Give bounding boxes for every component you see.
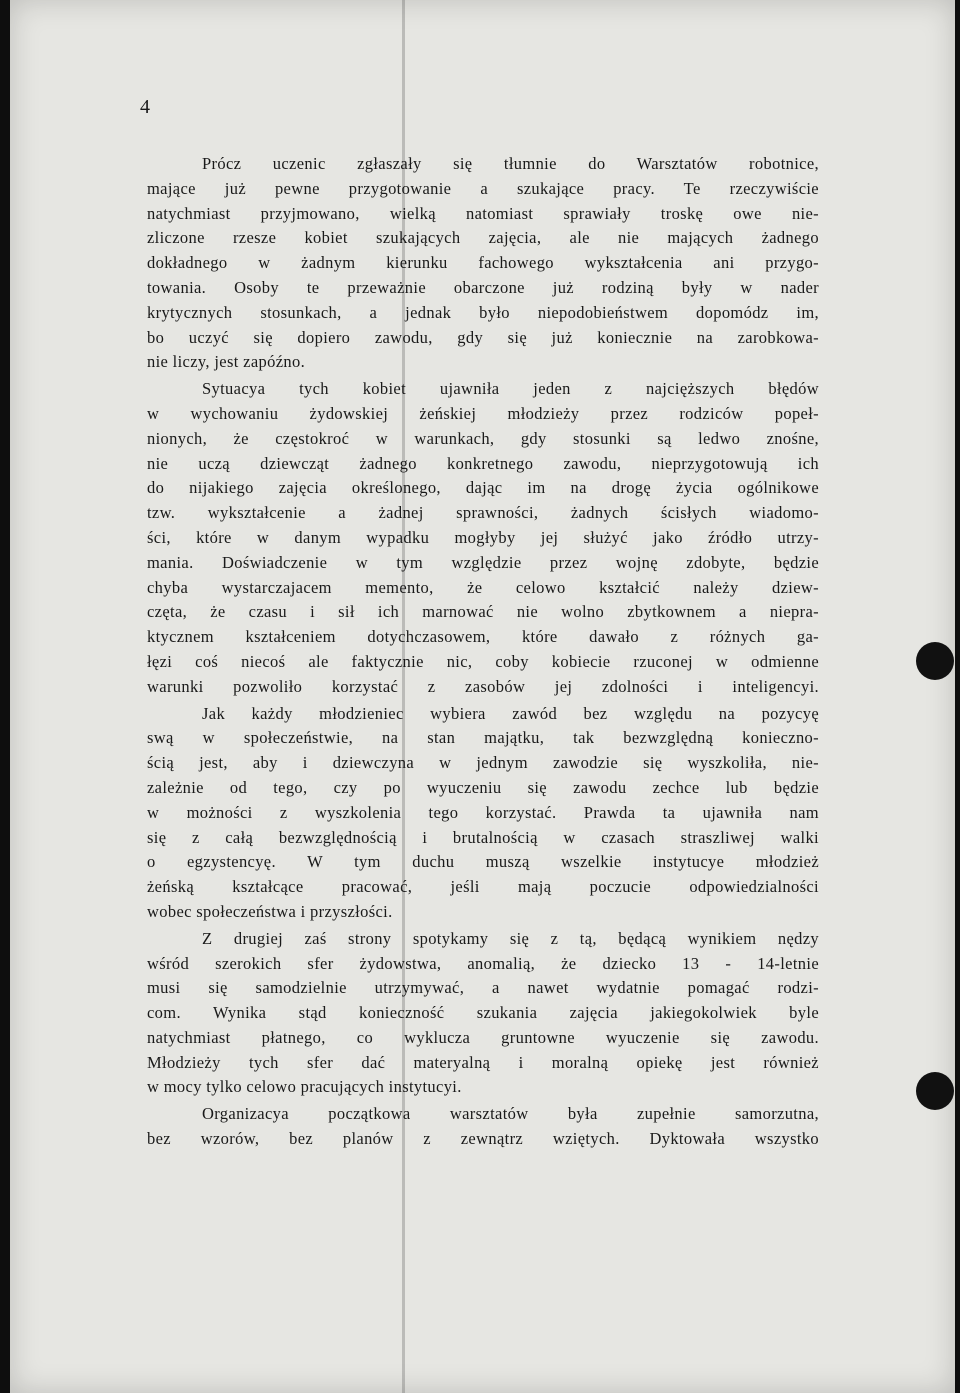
text-line: bo uczyć się dopiero zawodu, gdy się już koniecznie na zarobkowa- bbox=[147, 327, 819, 347]
text-line: zależnie od tego, czy po wyuczeniu się zawodu zechce lub będzie bbox=[147, 777, 819, 797]
text-line: nie liczy, jest zapóźno. bbox=[147, 352, 306, 372]
text-line: Jak każdy młodzieniec wybiera zawód bez względu na pozycyę bbox=[202, 703, 819, 723]
text-line: krytycznych stosunkach, a jednak było niepodobieństwem dopomódz im, bbox=[147, 302, 819, 322]
text-line: Młodzieży tych sfer dać materyalną i moralną opiekę jest również bbox=[147, 1052, 819, 1072]
text-line: Organizacya początkowa warsztatów była zupełnie samorzutna, bbox=[202, 1104, 819, 1124]
text-line: musi się samodzielnie utrzymywać, a nawet wydatnie pomagać rodzi- bbox=[147, 978, 819, 998]
text-line: w mocy tylko celowo pracujących instytucyi. bbox=[147, 1077, 462, 1097]
text-line: wobec społeczeństwa i przyszłości. bbox=[147, 901, 393, 921]
text-line: warunki pozwoliło korzystać z zasobów jej zdolności i inteligencyi. bbox=[147, 676, 819, 696]
text-line: Prócz uczenic zgłaszały się tłumnie do Warsztatów robotnice, bbox=[202, 154, 819, 173]
text-line: natychmiast płatnego, co wyklucza gruntowne wyuczenie się zawodu. bbox=[147, 1027, 819, 1047]
text-line: się z całą bezwzględnością i brutalnością w czasach straszliwej walki bbox=[147, 827, 819, 847]
punch-hole-top bbox=[916, 642, 954, 680]
text-line: łęzi coś niecoś ale faktycznie nic, coby kobiecie rzuconej w odmienne bbox=[147, 651, 819, 671]
text-line: bez wzorów, bez planów z zewnątrz wziętych. Dyktowała wszystko bbox=[147, 1129, 819, 1149]
text-line: ścią jest, aby i dziewczyna w jednym zawodzie się wyszkoliła, nie- bbox=[147, 753, 819, 773]
text-line: Sytuacya tych kobiet ujawniła jeden z najcięższych błędów bbox=[202, 379, 819, 399]
paragraph-4 bbox=[147, 927, 819, 1101]
text-line: nionych, że częstokroć w warunkach, gdy stosunki są ledwo znośne, bbox=[147, 428, 819, 448]
text-line: w możności z wyszkolenia tego korzystać. Prawda ta ujawniła nam bbox=[147, 802, 819, 822]
text-line: tzw. wykształcenie a żadnej sprawności, żadnych ścisłych wiadomo- bbox=[147, 503, 819, 523]
text-line: ści, które w danym wypadku mogłyby jej służyć jako źródło utrzy- bbox=[147, 527, 819, 547]
text-line: towania. Osoby te przeważnie obarczone już rodziną były w nader bbox=[147, 277, 819, 297]
paragraph-3 bbox=[147, 702, 819, 925]
paragraph-2 bbox=[147, 377, 819, 699]
text-line: mania. Doświadczenie w tym względzie przez wojnę zdobyte, będzie bbox=[147, 552, 819, 572]
paragraph-5 bbox=[147, 1102, 819, 1152]
text-line: do nijakiego zajęcia określonego, dając im na drogę życia ogólnikowe bbox=[147, 478, 819, 498]
text-line: mające już pewne przygotowanie a szukające pracy. Te rzeczywiście bbox=[147, 178, 819, 198]
text-line: Z drugiej zaś strony spotykamy się z tą, będącą wynikiem nędzy bbox=[202, 928, 819, 948]
text-line: o egzystencyę. W tym duchu muszą wszelkie instytucye młodzież bbox=[147, 852, 819, 872]
text-line: w wychowaniu żydowskiej żeńskiej młodzieży przez rodziców popeł- bbox=[147, 403, 819, 423]
text-line: częta, że czasu i sił ich marnować nie wolno zbytkownem a niepra- bbox=[147, 602, 819, 622]
text-line: zliczone rzesze kobiet szukających zajęcia, ale nie mających żadnego bbox=[147, 228, 819, 248]
text-line: natychmiast przyjmowano, wielką natomiast sprawiały troskę owe nie- bbox=[147, 203, 819, 223]
paragraph-1 bbox=[147, 152, 819, 375]
text-line: ktycznem kształceniem dotychczasowem, które dawało z różnych ga- bbox=[147, 627, 819, 647]
text-line: swą w społeczeństwie, na stan majątku, tak bezwzględną konieczno- bbox=[147, 728, 819, 748]
page-number: 4 bbox=[140, 96, 150, 118]
text-line: wśród szerokich sfer żydowstwa, anomalią, że dziecko 13 - 14-letnie bbox=[147, 953, 819, 973]
text-line: chyba wystarczajacem memento, że celowo kształcić należy dziew- bbox=[147, 577, 819, 597]
body-text bbox=[147, 152, 819, 1154]
text-line: dokładnego w żadnym kierunku fachowego wykształcenia ani przygo- bbox=[147, 253, 819, 273]
punch-hole-bottom bbox=[916, 1072, 954, 1110]
text-line: nie uczą dziewcząt żadnego konkretnego zawodu, nieprzygotowują ich bbox=[147, 453, 819, 473]
text-line: com. Wynika stąd konieczność szukania zajęcia jakiegokolwiek byle bbox=[147, 1003, 819, 1023]
text-line: żeńską kształcące pracować, jeśli mają poczucie odpowiedzialności bbox=[147, 877, 819, 897]
